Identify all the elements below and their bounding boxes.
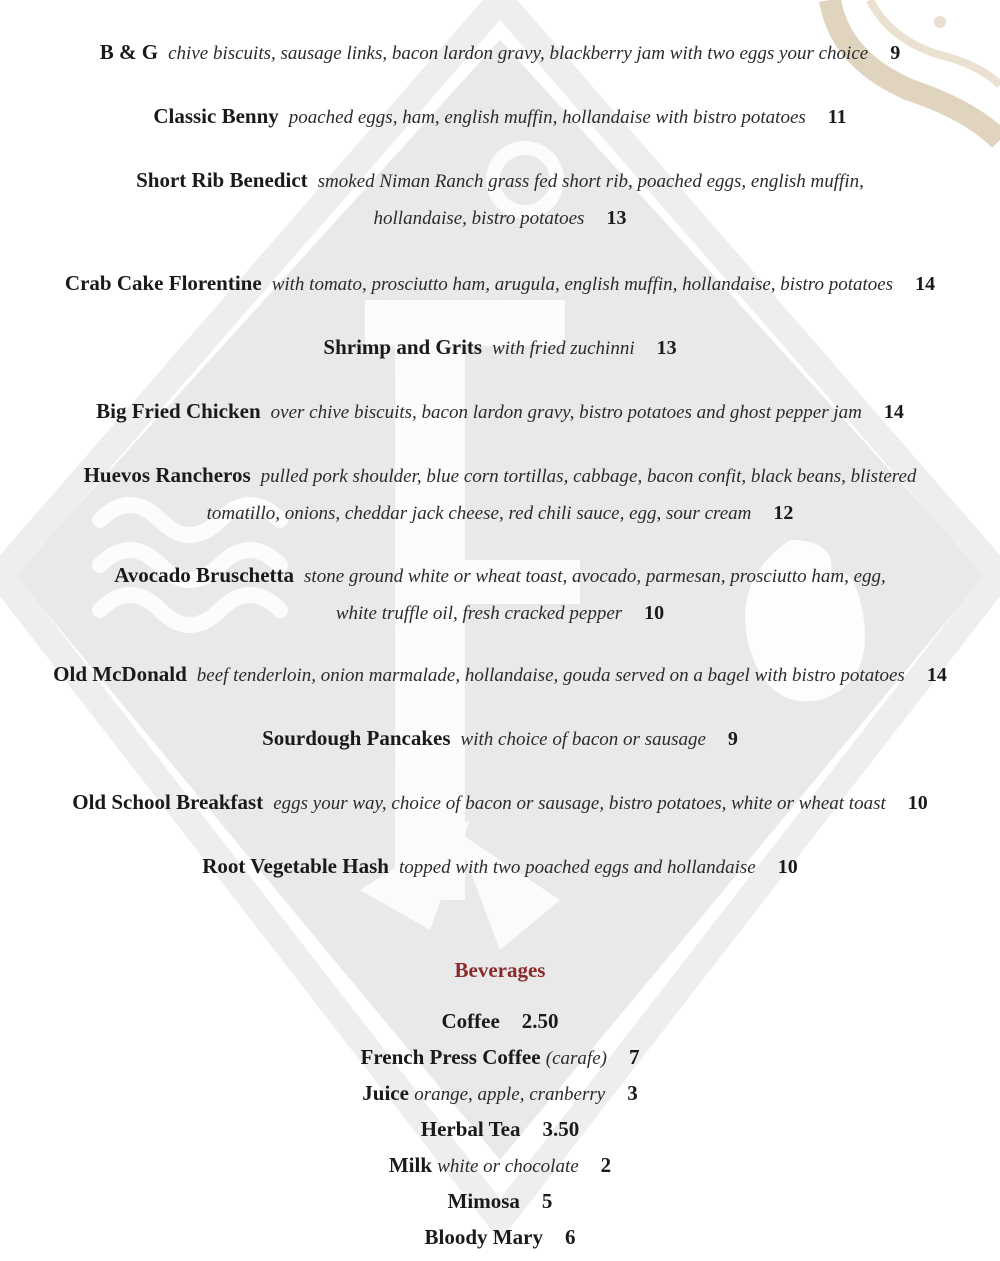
menu-item [0, 393, 1000, 431]
menu-item-price: 10 [644, 602, 665, 624]
menu-item-desc: with tomato, prosciutto ham, arugula, english muffin, hollandaise, bistro potatoes [271, 274, 894, 295]
menu-item [0, 720, 1000, 758]
menu-item-desc: stone ground white or wheat toast, avocado, parmesan, prosciutto ham, egg, [304, 566, 886, 587]
menu-item [0, 98, 1000, 136]
menu-item-price: 14 [926, 664, 947, 686]
menu-item-desc: beef tenderloin, onion marmalade, hollandaise, gouda served on a bagel with bistro potatoes [196, 665, 905, 686]
menu-item-name: Crab Cake Florentine [64, 271, 262, 295]
menu-item-name: Shrimp and Grits [323, 335, 483, 359]
menu-item-desc: eggs your way, choice of bacon or sausage, bistro potatoes, white or wheat toast [273, 793, 886, 814]
menu-item [0, 265, 1000, 303]
beverage-name: Milk [388, 1153, 432, 1177]
menu-item-desc-line2: white truffle oil, fresh cracked pepper [335, 603, 623, 624]
beverage-price: 7 [628, 1045, 640, 1069]
beverage-name: Coffee [441, 1009, 500, 1033]
beverage-name: Herbal Tea [420, 1117, 521, 1141]
menu-item [0, 162, 1000, 237]
menu-item-name: Huevos Rancheros [83, 463, 251, 487]
menu-item-desc: chive biscuits, sausage links, bacon lardon gravy, blackberry jam with two eggs your choice [168, 43, 869, 64]
menu-item-name: Root Vegetable Hash [202, 854, 389, 878]
beverage-item [0, 1114, 1000, 1144]
menu-item-name: Avocado Bruschetta [114, 563, 295, 587]
menu-item-price: 14 [915, 273, 936, 295]
menu-item [0, 784, 1000, 822]
menu-item [0, 656, 1000, 694]
beverage-name: French Press Coffee [360, 1045, 541, 1069]
menu-item-name: Short Rib Benedict [136, 168, 308, 192]
menu-item-price: 9 [890, 42, 901, 64]
menu-item-price: 11 [827, 106, 847, 128]
menu-item [0, 34, 1000, 72]
menu-item-name: B & G [99, 40, 159, 64]
beverage-item [0, 1186, 1000, 1216]
menu-item [0, 557, 1000, 632]
menu-item-desc-line2: tomatillo, onions, cheddar jack cheese, red chili sauce, egg, sour cream [206, 503, 752, 524]
beverage-name: Mimosa [447, 1189, 520, 1213]
menu-item-price: 10 [907, 792, 928, 814]
menu-item [0, 457, 1000, 532]
menu-item-price: 9 [727, 728, 738, 750]
menu-item-name: Big Fried Chicken [96, 399, 261, 423]
beverage-item [0, 1006, 1000, 1036]
menu-item-desc: poached eggs, ham, english muffin, hollandaise with bistro potatoes [288, 107, 806, 128]
beverage-item [0, 1222, 1000, 1252]
menu-item-price: 14 [883, 401, 904, 423]
menu-item-name: Classic Benny [153, 104, 279, 128]
beverage-desc: white or chocolate [437, 1156, 579, 1177]
menu-item-price: 12 [773, 502, 794, 524]
beverage-name: Juice [362, 1081, 409, 1105]
menu-item-desc-line2: hollandaise, bistro potatoes [373, 208, 585, 229]
menu-item-desc: topped with two poached eggs and hollandaise [398, 857, 756, 878]
menu-item-desc: over chive biscuits, bacon lardon gravy, bistro potatoes and ghost pepper jam [270, 402, 862, 423]
menu-item-desc: pulled pork shoulder, blue corn tortillas, cabbage, bacon confit, black beans, blistered [260, 466, 917, 487]
menu-item-price: 10 [777, 856, 798, 878]
beverage-desc: (carafe) [545, 1048, 607, 1069]
menu-item-name: Old McDonald [53, 662, 187, 686]
beverage-item [0, 1042, 1000, 1074]
beverage-name: Bloody Mary [424, 1225, 543, 1249]
beverage-price: 3 [627, 1081, 638, 1105]
menu-item-desc: with fried zuchinni [492, 338, 635, 359]
beverage-item [0, 1078, 1000, 1110]
beverage-desc: orange, apple, cranberry [414, 1084, 606, 1105]
beverages-heading: Beverages [454, 958, 546, 982]
beverage-price: 6 [564, 1225, 576, 1249]
beverage-price: 2.50 [521, 1009, 559, 1033]
beverage-price: 3.50 [542, 1117, 580, 1141]
menu-item [0, 848, 1000, 886]
menu-item-name: Old School Breakfast [72, 790, 264, 814]
menu-item-price: 13 [656, 337, 677, 359]
menu-item-desc: with choice of bacon or sausage [460, 729, 706, 750]
beverage-price: 5 [541, 1189, 553, 1213]
beverage-item [0, 1150, 1000, 1182]
menu-item-price: 13 [606, 207, 627, 229]
beverage-price: 2 [600, 1153, 612, 1177]
menu-item-desc: smoked Niman Ranch grass fed short rib, poached eggs, english muffin, [317, 171, 864, 192]
menu-item [0, 329, 1000, 367]
menu-item-name: Sourdough Pancakes [262, 726, 451, 750]
